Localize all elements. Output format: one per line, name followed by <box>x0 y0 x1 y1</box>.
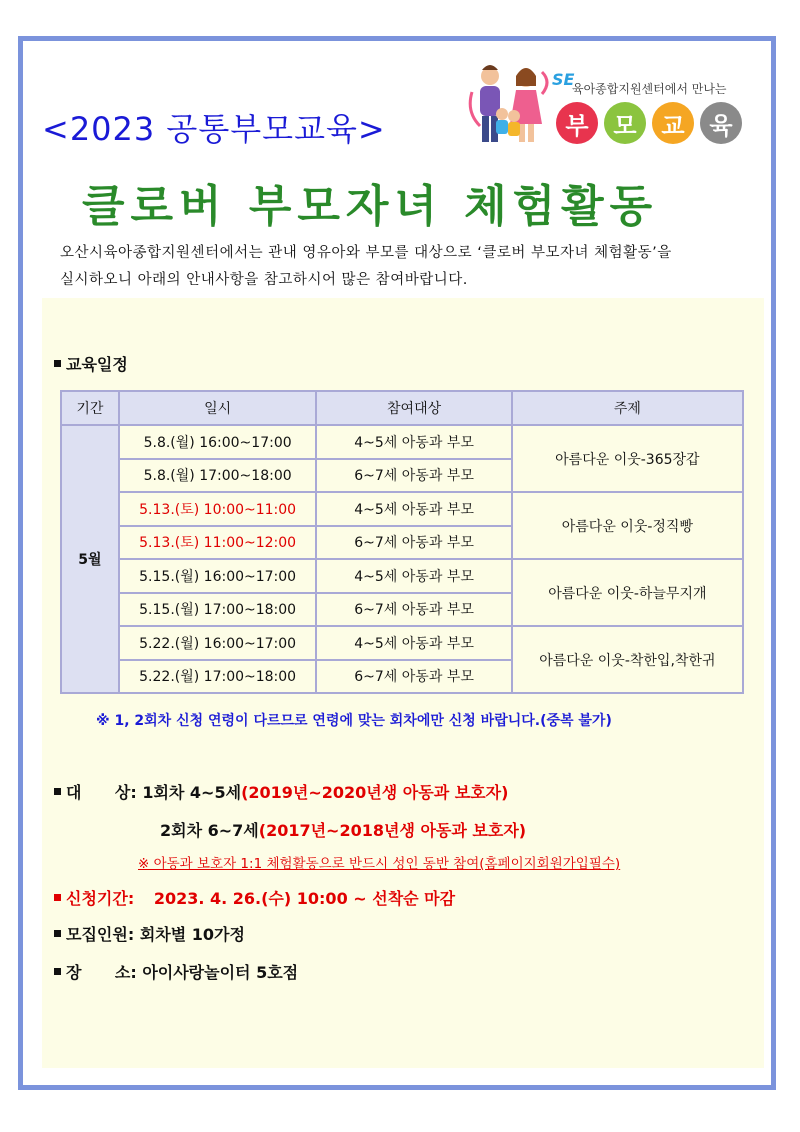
recruit-line <box>54 922 245 945</box>
schedule-note: ※ 1, 2회차 신청 연령이 다르므로 연령에 맞는 회차에만 신청 바랍니다.(중복 불가) <box>96 713 612 729</box>
col-header-datetime: 일시 <box>119 391 317 425</box>
target-cell: 6~7세 아동과 부모 <box>316 660 511 694</box>
logo-circle-4: 육 <box>700 102 742 144</box>
table-header-row <box>61 391 743 425</box>
topic-cell: 아름다운 이웃-365장갑 <box>512 425 743 492</box>
bullet-square-icon <box>54 968 61 975</box>
place-line <box>54 960 298 983</box>
topic-cell: 아름다운 이웃-착한입,착한귀 <box>512 626 743 693</box>
col-header-target: 참여대상 <box>316 391 511 425</box>
session-1-detail: (2019년~2020년생 아동과 보호자) <box>241 783 509 802</box>
apply-period-line <box>54 886 455 909</box>
place-label: 장 소: <box>66 963 137 982</box>
table-row <box>61 559 743 593</box>
date-cell: 5.15.(월) 17:00~18:00 <box>119 593 317 627</box>
target-cell: 4~5세 아동과 부모 <box>316 492 511 526</box>
col-header-period: 기간 <box>61 391 119 425</box>
table-row <box>61 425 743 459</box>
schedule-heading <box>54 352 128 375</box>
month-cell: 5월 <box>61 425 119 693</box>
target-cell: 4~5세 아동과 부모 <box>316 559 511 593</box>
bullet-square-icon <box>54 894 61 901</box>
date-cell: 5.8.(월) 16:00~17:00 <box>119 425 317 459</box>
target-cell: 4~5세 아동과 부모 <box>316 425 511 459</box>
brand-mark: SE <box>552 70 575 89</box>
ribbon-shape <box>470 92 480 126</box>
logo-circle-3: 교 <box>652 102 694 144</box>
session-1-label: 1회차 4~5세 <box>142 783 242 802</box>
bullet-square-icon <box>54 360 61 367</box>
date-cell: 5.8.(월) 17:00~18:00 <box>119 459 317 493</box>
col-header-topic: 주제 <box>512 391 743 425</box>
intro-line-1: 오산시육아종합지원센터에서는 관내 영유아와 부모를 대상으로 ‘클로버 부모자녀 체험활동’을 <box>60 245 672 261</box>
date-cell: 5.22.(월) 17:00~18:00 <box>119 660 317 694</box>
place-value: 아이사랑놀이터 5호점 <box>142 963 299 982</box>
table-row <box>61 626 743 660</box>
logo-tagline: 육아종합지원센터에서 만나는 <box>572 82 727 96</box>
table-row <box>61 492 743 526</box>
schedule-heading-text: 교육일정 <box>66 355 128 374</box>
recruit-value: 회차별 10가정 <box>139 925 245 944</box>
apply-value: 2023. 4. 26.(수) 10:00 ~ 선착순 마감 <box>153 889 456 908</box>
page-title: <2023 공통부모교육> <box>42 110 386 148</box>
program-title: 클로버 부모자녀 체험활동 <box>82 181 659 232</box>
date-cell-highlight: 5.13.(토) 11:00~12:00 <box>119 526 317 560</box>
logo-circle-1: 부 <box>556 102 598 144</box>
session-2-label: 2회차 6~7세 <box>160 821 259 840</box>
recruit-label: 모집인원: <box>66 925 135 944</box>
session-2-detail: (2017년~2018년생 아동과 보호자) <box>258 821 527 840</box>
target-line-1 <box>54 780 508 803</box>
date-cell: 5.15.(월) 16:00~17:00 <box>119 559 317 593</box>
bullet-square-icon <box>54 930 61 937</box>
target-line-2 <box>160 818 526 841</box>
target-cell: 6~7세 아동과 부모 <box>316 593 511 627</box>
topic-cell: 아름다운 이웃-하늘무지개 <box>512 559 743 626</box>
child-figures <box>496 108 520 136</box>
logo-circles <box>556 102 742 144</box>
date-cell-highlight: 5.13.(토) 10:00~11:00 <box>119 492 317 526</box>
target-cell: 4~5세 아동과 부모 <box>316 626 511 660</box>
topic-cell: 아름다운 이웃-정직빵 <box>512 492 743 559</box>
target-cell: 6~7세 아동과 부모 <box>316 526 511 560</box>
guardian-note: ※ 아동과 보호자 1:1 체험활동으로 반드시 성인 동반 참여(홈페이지회원가입필수) <box>138 856 621 872</box>
bullet-square-icon <box>54 788 61 795</box>
intro-paragraph <box>60 240 750 294</box>
intro-line-2: 실시하오니 아래의 안내사항을 참고하시어 많은 참여바랍니다. <box>60 272 468 288</box>
target-label: 대 상: <box>66 783 137 802</box>
logo-circle-2: 모 <box>604 102 646 144</box>
target-cell: 6~7세 아동과 부모 <box>316 459 511 493</box>
schedule-table <box>60 390 744 694</box>
date-cell: 5.22.(월) 16:00~17:00 <box>119 626 317 660</box>
apply-label: 신청기간: <box>66 889 135 908</box>
